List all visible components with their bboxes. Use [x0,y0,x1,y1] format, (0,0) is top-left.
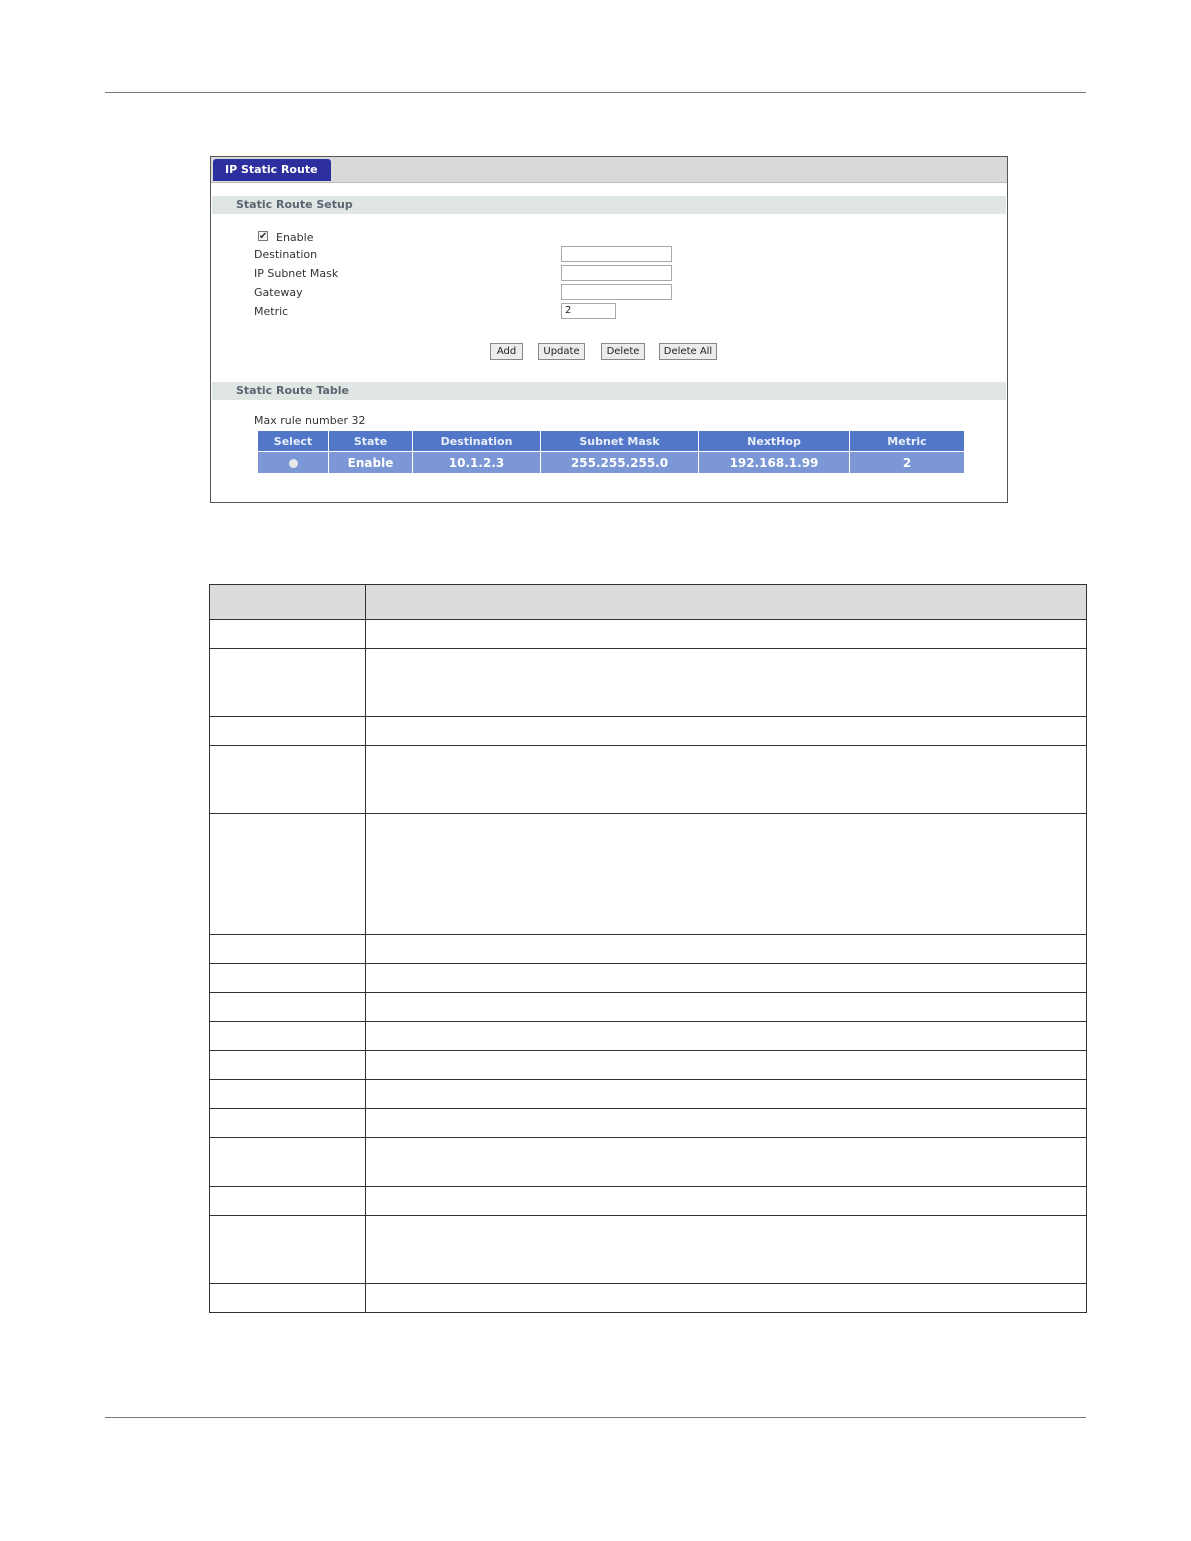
destination-input[interactable] [561,246,672,262]
gateway-input[interactable] [561,284,672,300]
subnet-mask-label: IP Subnet Mask [254,267,339,280]
table-header-row [258,431,964,451]
select-cell [258,452,328,473]
ip-static-route-window [210,156,1008,503]
update-button[interactable]: Update [538,343,585,360]
desc-row [210,1284,1087,1313]
table-row [258,452,964,473]
metric-input[interactable] [561,303,616,319]
col-state: State [329,431,412,451]
col-subnet-mask: Subnet Mask [541,431,698,451]
metric-label: Metric [254,305,289,318]
delete-all-button[interactable]: Delete All [659,343,717,360]
col-nexthop: NextHop [699,431,849,451]
static-route-setup-heading: Static Route Setup [212,196,1006,214]
desc-row [210,620,1087,649]
gateway-label: Gateway [254,286,303,299]
col-metric: Metric [850,431,964,451]
desc-row [210,649,1087,717]
col-destination: Destination [413,431,540,451]
desc-row [210,1138,1087,1187]
desc-row [210,1109,1087,1138]
metric-cell: 2 [850,452,964,473]
desc-row [210,935,1087,964]
max-rule-number: Max rule number 32 [254,414,366,427]
add-button[interactable]: Add [490,343,523,360]
desc-row [210,1051,1087,1080]
subnet-mask-cell: 255.255.255.0 [541,452,698,473]
select-radio[interactable] [289,459,298,468]
desc-row [210,1080,1087,1109]
static-route-table [257,430,965,474]
delete-button[interactable]: Delete [601,343,645,360]
desc-row [210,1216,1087,1284]
state-cell: Enable [329,452,412,473]
desc-row [210,1187,1087,1216]
nexthop-cell: 192.168.1.99 [699,452,849,473]
destination-cell: 10.1.2.3 [413,452,540,473]
desc-row [210,1022,1087,1051]
footer-rule [105,1417,1086,1418]
description-table [209,584,1087,1313]
desc-row [210,746,1087,814]
enable-label: Enable [276,231,314,244]
destination-label: Destination [254,248,318,261]
desc-row [210,993,1087,1022]
header-rule [105,92,1086,93]
desc-row [210,717,1087,746]
tab-bar [211,157,1007,183]
static-route-table-heading: Static Route Table [212,382,1006,400]
desc-header-row [210,585,1087,620]
tab-ip-static-route[interactable]: IP Static Route [213,159,331,181]
subnet-mask-input[interactable] [561,265,672,281]
enable-checkbox[interactable]: ✔ [259,231,268,242]
col-select: Select [258,431,328,451]
desc-row [210,814,1087,935]
desc-row [210,964,1087,993]
